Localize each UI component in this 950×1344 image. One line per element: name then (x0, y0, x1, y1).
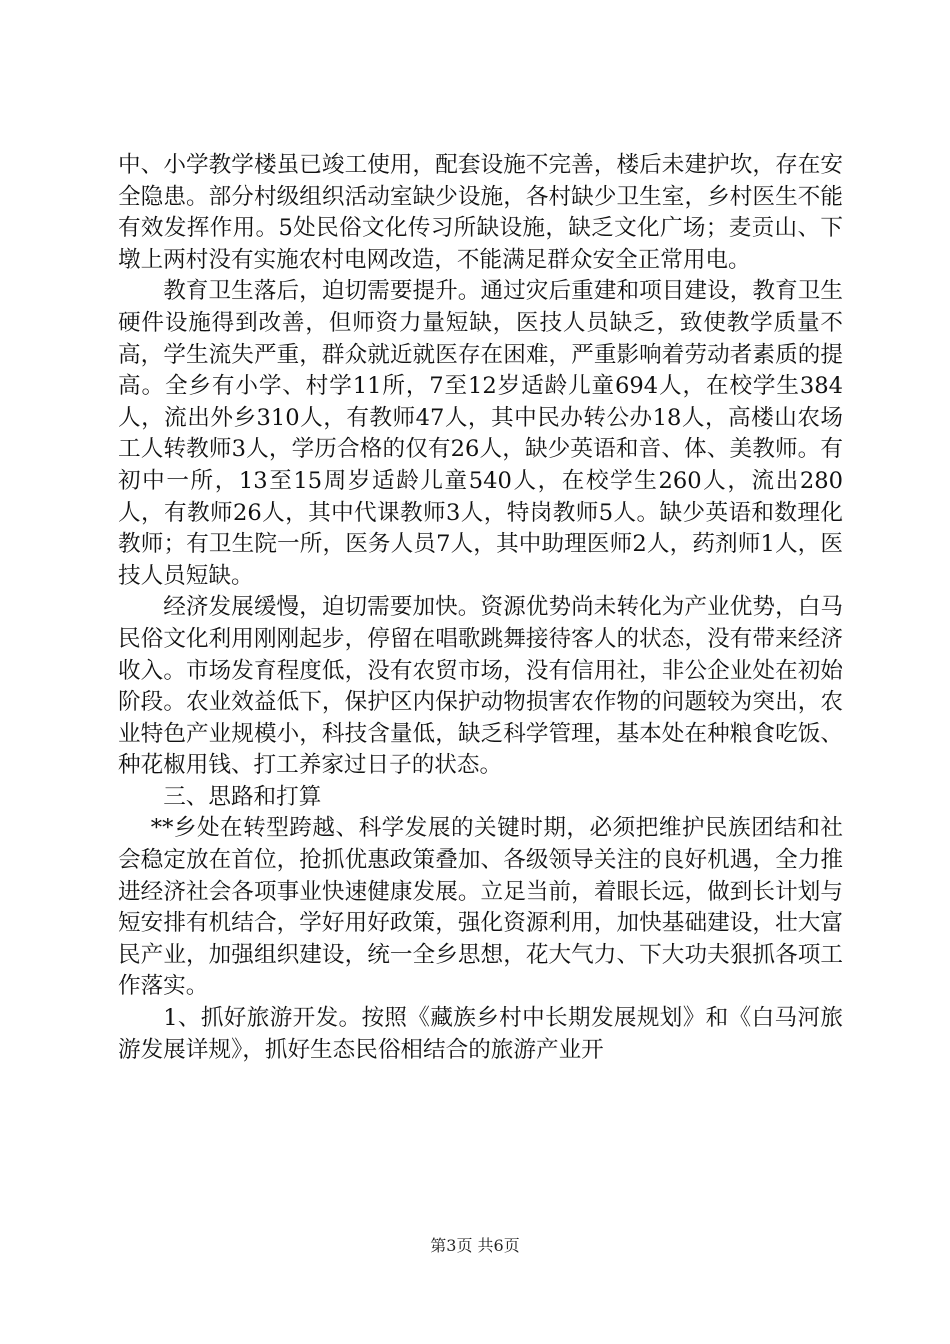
paragraph-township-strategy: **乡处在转型跨越、科学发展的关键时期，必须把维护民族团结和社会稳定放在首位，抢抓优惠政策叠加、各级领导关注的良好机遇，全力推进经济社会各项事业快速健康发展。立足当前，着眼长远，做到长计划与短安排有机结合，学好用好政策，强化资源利用，加快基础建设，壮大富民产业，加强组织建设，统一全乡思想，花大气力、下大功夫狠抓各项工作落实。 (118, 815, 843, 1000)
paragraph-infrastructure: 中、小学教学楼虽已竣工使用，配套设施不完善，楼后未建护坎，存在安全隐患。部分村级组织活动室缺少设施，各村缺少卫生室，乡村医生不能有效发挥作用。5处民俗文化传习所缺设施，缺乏文化广场；麦贡山、下墩上两村没有实施农村电网改造，不能满足群众安全正常用电。 (118, 152, 843, 273)
section-heading-ideas-plans: 三、思路和打算 (163, 783, 322, 810)
document-body (118, 150, 843, 1066)
page-footer: 第3页 共6页 (430, 1236, 520, 1255)
paragraph-education-health: 教育卫生落后，迫切需要提升。通过灾后重建和项目建设，教育卫生硬件设施得到改善，但师资力量短缺，医技人员缺乏，致使教学质量不高，学生流失严重，群众就近就医存在困难，严重影响着劳动者素质的提高。全乡有小学、村学11所，7至12岁适龄儿童694人，在校学生384人，流出外乡310人，有教师47人，其中民办转公办18人，高楼山农场工人转教师3人，学历合格的仅有26人，缺少英语和音、体、美教师。有初中一所，13至15周岁适龄儿童540人，在校学生260人，流出280人，有教师26人，其中代课教师3人，特岗教师5人。缺少英语和数理化教师；有卫生院一所，医务人员7人，其中助理医师2人，药剂师1人，医技人员短缺。 (118, 278, 843, 589)
paragraph-economy: 经济发展缓慢，迫切需要加快。资源优势尚未转化为产业优势，白马民俗文化利用刚刚起步，停留在唱歌跳舞接待客人的状态，没有带来经济收入。市场发育程度低，没有农贸市场，没有信用社，非公企业处在初始阶段。农业效益低下，保护区内保护动物损害农作物的问题较为突出，农业特色产业规模小，科技含量低，缺乏科学管理，基本处在种粮食吃饭、种花椒用钱、打工养家过日子的状态。 (118, 594, 843, 779)
paragraph-tourism-development: 1、抓好旅游开发。按照《藏族乡村中长期发展规划》和《白马河旅游发展详规》，抓好生态民俗相结合的旅游产业开 (118, 1005, 843, 1063)
